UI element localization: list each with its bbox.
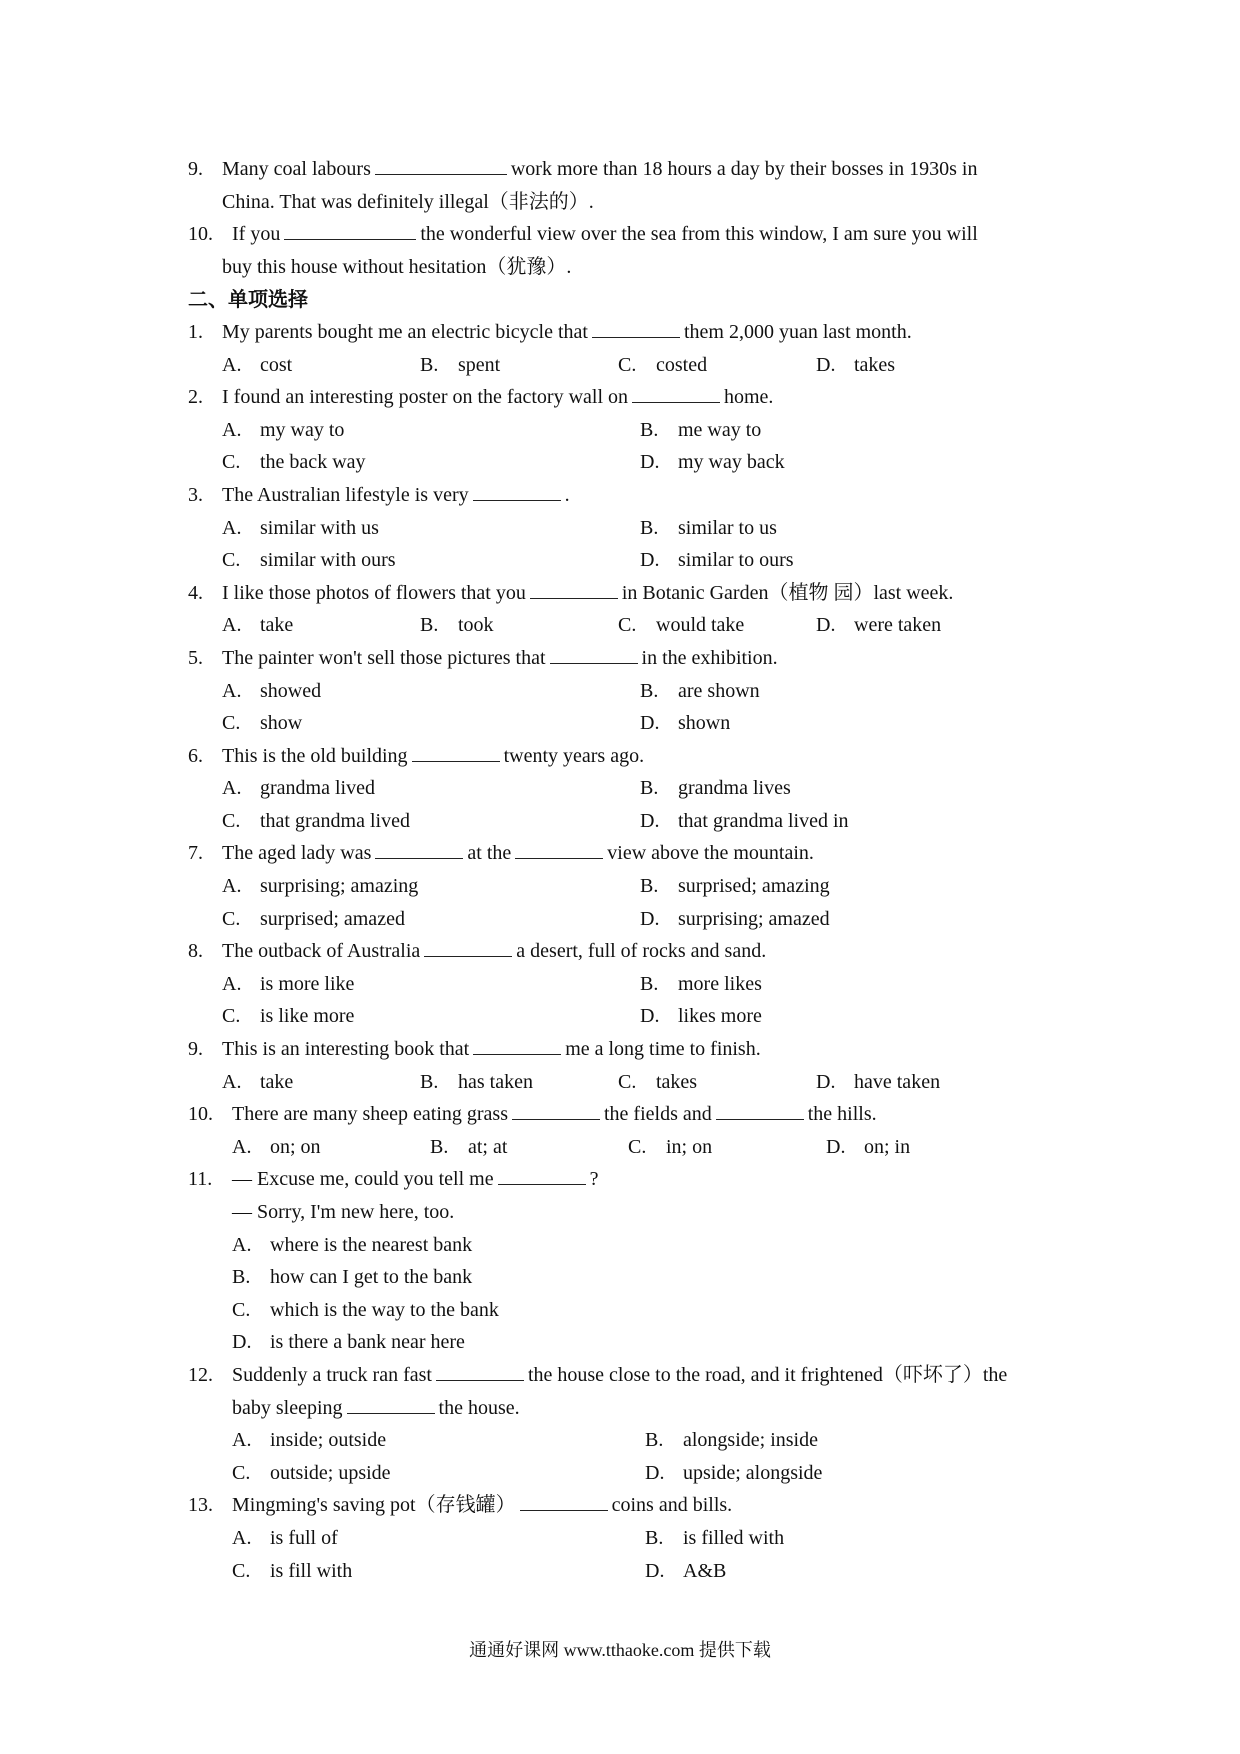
question-text: ? bbox=[589, 1168, 599, 1191]
option-c bbox=[618, 609, 816, 642]
option-b bbox=[420, 349, 618, 382]
question-text: baby sleeping bbox=[232, 1396, 343, 1419]
option-letter: C. bbox=[232, 1559, 251, 1582]
question-text: them 2,000 yuan last month. bbox=[683, 320, 912, 343]
option-letter: C. bbox=[618, 614, 637, 637]
option-letter: B. bbox=[232, 1266, 251, 1289]
answer-blank bbox=[375, 838, 463, 859]
option-letter: C. bbox=[222, 712, 241, 735]
question-item bbox=[188, 577, 1058, 610]
option-text: were taken bbox=[854, 614, 942, 637]
question-text: the house. bbox=[438, 1396, 520, 1419]
question-text: the fields and bbox=[604, 1103, 712, 1126]
option-text: similar to us bbox=[678, 516, 777, 539]
question-item bbox=[188, 381, 1058, 414]
option-text: similar with ours bbox=[260, 549, 396, 572]
question-item bbox=[188, 479, 1058, 512]
options-row bbox=[188, 903, 1058, 936]
option-letter: A. bbox=[222, 875, 242, 898]
options-row bbox=[188, 544, 1058, 577]
question-number: 7. bbox=[188, 842, 203, 865]
question-continuation bbox=[188, 1392, 1058, 1425]
option-d bbox=[826, 1131, 1024, 1164]
option-c bbox=[222, 1000, 640, 1033]
question-text: The outback of Australia bbox=[222, 940, 421, 963]
option-text: takes bbox=[656, 1070, 698, 1093]
options-row bbox=[188, 707, 1058, 740]
option-letter: C. bbox=[618, 353, 637, 376]
option-text: cost bbox=[260, 353, 293, 376]
question-item bbox=[188, 1033, 1058, 1066]
option-d bbox=[816, 609, 1014, 642]
option-b bbox=[430, 1131, 628, 1164]
option-text: show bbox=[260, 712, 303, 735]
answer-blank bbox=[592, 317, 680, 338]
option-letter: D. bbox=[640, 907, 660, 930]
option-text: took bbox=[458, 614, 494, 637]
option-c bbox=[222, 707, 640, 740]
question-number: 8. bbox=[188, 940, 203, 963]
question-item bbox=[188, 1489, 1058, 1522]
option-letter: D. bbox=[640, 809, 660, 832]
option-a bbox=[222, 512, 640, 545]
option-text: on; on bbox=[270, 1135, 321, 1158]
option-d bbox=[816, 1066, 1014, 1099]
option-b bbox=[640, 675, 1058, 708]
option-text: costed bbox=[656, 353, 708, 376]
answer-blank bbox=[424, 936, 512, 957]
option-c bbox=[232, 1555, 645, 1588]
option-text: similar with us bbox=[260, 516, 379, 539]
option-text: where is the nearest bank bbox=[270, 1233, 473, 1256]
question-text: There are many sheep eating grass bbox=[232, 1103, 508, 1126]
option-text: has taken bbox=[458, 1070, 533, 1093]
question-text: buy this house without hesitation（犹豫）. bbox=[222, 255, 572, 278]
option-b bbox=[645, 1424, 1058, 1457]
option-letter: A. bbox=[232, 1233, 252, 1256]
option-text: at; at bbox=[468, 1135, 508, 1158]
option-c bbox=[222, 446, 640, 479]
option-text: that grandma lived bbox=[260, 809, 410, 832]
option-letter: C. bbox=[222, 549, 241, 572]
option-a bbox=[232, 1131, 430, 1164]
question-text: I found an interesting poster on the factory wall on bbox=[222, 386, 628, 409]
option-a bbox=[232, 1424, 645, 1457]
option-a bbox=[222, 772, 640, 805]
option-a bbox=[222, 349, 420, 382]
option-letter: C. bbox=[618, 1070, 637, 1093]
answer-blank bbox=[512, 1099, 600, 1120]
question-number: 10. bbox=[188, 1103, 213, 1126]
option-text: A&B bbox=[683, 1559, 727, 1582]
option-c bbox=[222, 903, 640, 936]
option-letter: A. bbox=[222, 516, 242, 539]
option-text: inside; outside bbox=[270, 1429, 387, 1452]
options-row bbox=[188, 1522, 1058, 1555]
option-text: how can I get to the bank bbox=[270, 1266, 473, 1289]
option-text: shown bbox=[678, 712, 731, 735]
option-letter: D. bbox=[826, 1135, 846, 1158]
question-number: 12. bbox=[188, 1363, 213, 1386]
question-text: a desert, full of rocks and sand. bbox=[516, 940, 767, 963]
answer-blank bbox=[436, 1360, 524, 1381]
option-letter: C. bbox=[222, 809, 241, 832]
option-text: which is the way to the bank bbox=[270, 1298, 499, 1321]
option-letter: B. bbox=[420, 353, 439, 376]
option-letter: C. bbox=[222, 907, 241, 930]
option-letter: C. bbox=[222, 1005, 241, 1028]
option-letter: D. bbox=[232, 1331, 252, 1354]
answer-blank bbox=[498, 1164, 586, 1185]
option-letter: A. bbox=[222, 972, 242, 995]
question-number: 10. bbox=[188, 223, 213, 246]
option-letter: D. bbox=[640, 712, 660, 735]
question-number: 3. bbox=[188, 483, 203, 506]
answer-blank bbox=[550, 643, 638, 664]
option-text: more likes bbox=[678, 972, 762, 995]
option-letter: D. bbox=[645, 1461, 665, 1484]
option-letter: D. bbox=[816, 1070, 836, 1093]
options-row bbox=[188, 1457, 1058, 1490]
option-letter: A. bbox=[222, 353, 242, 376]
option-b bbox=[420, 1066, 618, 1099]
option-text: is like more bbox=[260, 1005, 355, 1028]
options-row bbox=[188, 1424, 1058, 1457]
question-item bbox=[188, 740, 1058, 773]
question-text: Many coal labours bbox=[222, 158, 371, 180]
options-row bbox=[188, 349, 1058, 382]
question-number: 9. bbox=[188, 158, 203, 180]
answer-blank bbox=[347, 1393, 435, 1414]
option-letter: B. bbox=[645, 1429, 664, 1452]
answer-blank bbox=[515, 838, 603, 859]
options-row bbox=[188, 1229, 1058, 1262]
option-text: surprising; amazing bbox=[260, 875, 419, 898]
options-row bbox=[188, 512, 1058, 545]
options-row bbox=[188, 870, 1058, 903]
option-c bbox=[628, 1131, 826, 1164]
option-text: showed bbox=[260, 679, 322, 702]
option-letter: A. bbox=[232, 1429, 252, 1452]
options-row bbox=[188, 675, 1058, 708]
options-row bbox=[188, 805, 1058, 838]
option-a bbox=[232, 1522, 645, 1555]
option-text: spent bbox=[458, 353, 501, 376]
options-row bbox=[188, 609, 1058, 642]
option-text: are shown bbox=[678, 679, 760, 702]
option-d bbox=[640, 805, 1058, 838]
question-text: This is the old building bbox=[222, 744, 408, 767]
option-letter: B. bbox=[640, 875, 659, 898]
option-letter: C. bbox=[222, 451, 241, 474]
options-row bbox=[188, 1294, 1058, 1327]
question-item bbox=[188, 1098, 1058, 1131]
question-number: 11. bbox=[188, 1168, 213, 1191]
answer-blank bbox=[284, 219, 416, 240]
answer-blank bbox=[716, 1099, 804, 1120]
option-text: my way back bbox=[678, 451, 785, 474]
fill-in-item bbox=[188, 153, 1058, 186]
question-text: I like those photos of flowers that you bbox=[222, 581, 526, 604]
option-d bbox=[645, 1457, 1058, 1490]
option-b bbox=[640, 512, 1058, 545]
option-text: takes bbox=[854, 353, 896, 376]
page-footer: 通通好课网 www.tthaoke.com 提供下载 bbox=[469, 1640, 771, 1660]
question-text: twenty years ago. bbox=[503, 744, 645, 767]
options-row bbox=[188, 414, 1058, 447]
option-letter: C. bbox=[232, 1461, 251, 1484]
option-text: is more like bbox=[260, 972, 355, 995]
option-c bbox=[232, 1294, 499, 1327]
option-text: grandma lived bbox=[260, 777, 375, 800]
answer-blank bbox=[375, 154, 507, 175]
option-text: have taken bbox=[854, 1070, 941, 1093]
question-text: me a long time to finish. bbox=[565, 1038, 761, 1061]
option-d bbox=[640, 544, 1058, 577]
option-letter: B. bbox=[640, 777, 659, 800]
option-b bbox=[640, 414, 1058, 447]
question-item bbox=[188, 1163, 1058, 1196]
option-letter: A. bbox=[232, 1526, 252, 1549]
option-text: that grandma lived in bbox=[678, 809, 849, 832]
question-text: The aged lady was bbox=[222, 842, 372, 865]
multiple-choice-list bbox=[188, 316, 1058, 1587]
option-letter: B. bbox=[640, 972, 659, 995]
answer-blank bbox=[632, 382, 720, 403]
option-b bbox=[640, 772, 1058, 805]
options-row bbox=[188, 1555, 1058, 1588]
question-text: work more than 18 hours a day by their bosses in 1930s in bbox=[510, 158, 978, 180]
dialogue-reply: — Sorry, I'm new here, too. bbox=[232, 1201, 455, 1223]
question-item bbox=[188, 837, 1058, 870]
question-number: 9. bbox=[188, 1038, 203, 1061]
question-number: 1. bbox=[188, 320, 203, 343]
fill-in-item bbox=[188, 218, 1058, 251]
options-row bbox=[188, 446, 1058, 479]
question-text: home. bbox=[724, 386, 774, 409]
question-text: the house close to the road, and it frightened（吓坏了）the bbox=[527, 1363, 1008, 1386]
option-text: likes more bbox=[678, 1005, 762, 1028]
question-text: coins and bills. bbox=[611, 1494, 733, 1517]
option-text: is filled with bbox=[683, 1526, 785, 1549]
option-c bbox=[232, 1457, 645, 1490]
options-row bbox=[188, 772, 1058, 805]
option-letter: B. bbox=[640, 418, 659, 441]
option-letter: B. bbox=[420, 614, 439, 637]
option-text: grandma lives bbox=[678, 777, 791, 800]
question-text: The painter won't sell those pictures that bbox=[222, 646, 546, 669]
option-letter: D. bbox=[645, 1559, 665, 1582]
option-letter: C. bbox=[628, 1135, 647, 1158]
question-text: Mingming's saving pot（存钱罐） bbox=[232, 1494, 516, 1517]
option-b bbox=[640, 870, 1058, 903]
option-letter: D. bbox=[640, 1005, 660, 1028]
question-text: at the bbox=[467, 842, 512, 865]
question-text: view above the mountain. bbox=[607, 842, 814, 865]
option-text: outside; upside bbox=[270, 1461, 391, 1484]
option-text: surprised; amazing bbox=[678, 875, 830, 898]
options-row bbox=[188, 1131, 1058, 1164]
option-a bbox=[222, 870, 640, 903]
option-letter: C. bbox=[232, 1298, 251, 1321]
answer-blank bbox=[473, 480, 561, 501]
question-number: 5. bbox=[188, 646, 203, 669]
question-text: in Botanic Garden（植物 园）last week. bbox=[621, 581, 954, 604]
option-letter: A. bbox=[222, 614, 242, 637]
question-text: — Excuse me, could you tell me bbox=[232, 1168, 494, 1191]
option-text: is fill with bbox=[270, 1559, 353, 1582]
options-row bbox=[188, 1000, 1058, 1033]
answer-blank bbox=[473, 1034, 561, 1055]
option-d bbox=[640, 707, 1058, 740]
option-text: take bbox=[260, 1070, 294, 1093]
option-text: is there a bank near here bbox=[270, 1331, 465, 1354]
question-item bbox=[188, 1359, 1058, 1392]
question-text: My parents bought me an electric bicycle that bbox=[222, 320, 588, 343]
option-a bbox=[222, 675, 640, 708]
option-letter: D. bbox=[816, 614, 836, 637]
options-row bbox=[188, 1261, 1058, 1294]
option-d bbox=[640, 446, 1058, 479]
option-text: surprised; amazed bbox=[260, 907, 405, 930]
question-item bbox=[188, 935, 1058, 968]
option-text: take bbox=[260, 614, 294, 637]
option-letter: B. bbox=[420, 1070, 439, 1093]
options-row bbox=[188, 1066, 1058, 1099]
option-text: surprising; amazed bbox=[678, 907, 830, 930]
question-text: the hills. bbox=[807, 1103, 877, 1126]
option-text: on; in bbox=[864, 1135, 911, 1158]
question-number: 4. bbox=[188, 581, 203, 604]
option-text: me way to bbox=[678, 418, 762, 441]
option-letter: A. bbox=[232, 1135, 252, 1158]
worksheet-content bbox=[188, 153, 1058, 1587]
question-item bbox=[188, 642, 1058, 675]
option-d bbox=[232, 1326, 465, 1359]
question-text: Suddenly a truck ran fast bbox=[232, 1363, 432, 1386]
option-a bbox=[222, 414, 640, 447]
option-c bbox=[618, 1066, 816, 1099]
option-d bbox=[645, 1555, 1058, 1588]
option-letter: D. bbox=[640, 451, 660, 474]
option-b bbox=[645, 1522, 1058, 1555]
option-b bbox=[232, 1261, 472, 1294]
section-title: 二、单项选择 bbox=[188, 287, 308, 312]
question-text: . bbox=[564, 483, 570, 506]
option-a bbox=[222, 1066, 420, 1099]
option-letter: A. bbox=[222, 777, 242, 800]
option-letter: D. bbox=[640, 549, 660, 572]
option-text: would take bbox=[656, 614, 745, 637]
option-text: is full of bbox=[270, 1526, 338, 1549]
option-d bbox=[640, 1000, 1058, 1033]
option-letter: B. bbox=[430, 1135, 449, 1158]
option-text: in; on bbox=[666, 1135, 713, 1158]
question-number: 13. bbox=[188, 1494, 213, 1517]
fill-in-continuation bbox=[188, 186, 1058, 219]
question-number: 6. bbox=[188, 744, 203, 767]
option-text: similar to ours bbox=[678, 549, 794, 572]
question-text: This is an interesting book that bbox=[222, 1038, 470, 1061]
option-c bbox=[222, 544, 640, 577]
option-text: alongside; inside bbox=[683, 1429, 818, 1452]
option-letter: D. bbox=[816, 353, 836, 376]
option-text: my way to bbox=[260, 418, 345, 441]
option-text: the back way bbox=[260, 451, 366, 474]
fill-in-continuation bbox=[188, 251, 1058, 284]
option-d bbox=[816, 349, 1014, 382]
options-row bbox=[188, 968, 1058, 1001]
question-text: If you bbox=[232, 223, 281, 246]
question-text: The Australian lifestyle is very bbox=[222, 483, 469, 506]
question-text: China. That was definitely illegal（非法的）. bbox=[222, 190, 594, 213]
option-letter: B. bbox=[645, 1526, 664, 1549]
option-letter: B. bbox=[640, 679, 659, 702]
option-c bbox=[618, 349, 816, 382]
question-number: 2. bbox=[188, 386, 203, 409]
option-a bbox=[232, 1229, 472, 1262]
option-letter: A. bbox=[222, 679, 242, 702]
options-row bbox=[188, 1326, 1058, 1359]
option-b bbox=[420, 609, 618, 642]
answer-blank bbox=[520, 1490, 608, 1511]
question-text: in the exhibition. bbox=[641, 646, 778, 669]
answer-blank bbox=[530, 578, 618, 599]
option-a bbox=[222, 968, 640, 1001]
option-d bbox=[640, 903, 1058, 936]
option-letter: A. bbox=[222, 1070, 242, 1093]
question-item bbox=[188, 316, 1058, 349]
option-a bbox=[222, 609, 420, 642]
option-c bbox=[222, 805, 640, 838]
option-text: upside; alongside bbox=[683, 1461, 823, 1484]
answer-blank bbox=[412, 741, 500, 762]
option-letter: B. bbox=[640, 516, 659, 539]
option-letter: A. bbox=[222, 418, 242, 441]
question-text: the wonderful view over the sea from this window, I am sure you will bbox=[420, 223, 978, 246]
option-b bbox=[640, 968, 1058, 1001]
